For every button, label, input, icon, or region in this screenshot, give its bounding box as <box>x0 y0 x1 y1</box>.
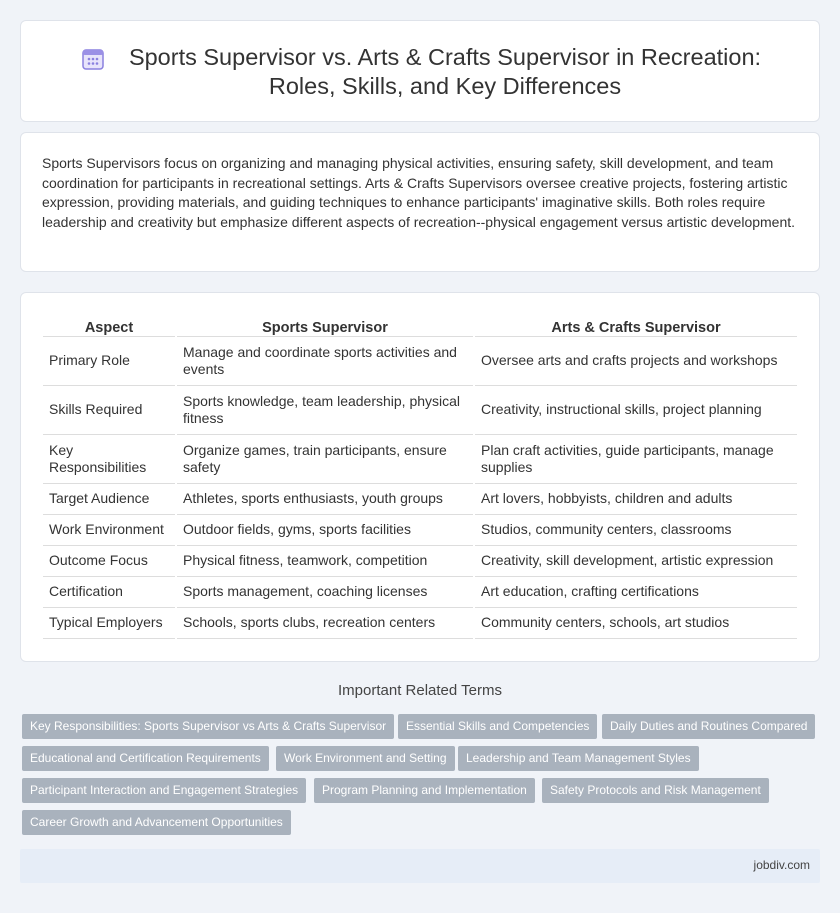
table-row <box>43 515 797 546</box>
table-cell: Key Responsibilities <box>43 435 175 484</box>
related-term-tag[interactable]: Educational and Certification Requirements <box>22 746 269 771</box>
related-term-tag[interactable]: Daily Duties and Routines Compared <box>602 714 815 739</box>
table-cell: Athletes, sports enthusiasts, youth groups <box>177 484 473 515</box>
table-cell: Certification <box>43 577 175 608</box>
table-cell: Plan craft activities, guide participants, manage supplies <box>475 435 797 484</box>
table-cell: Manage and coordinate sports activities and events <box>177 337 473 386</box>
table-cell: Art education, crafting certifications <box>475 577 797 608</box>
table-cell: Outdoor fields, gyms, sports facilities <box>177 515 473 546</box>
related-term-tag[interactable]: Essential Skills and Competencies <box>398 714 597 739</box>
table-cell: Community centers, schools, art studios <box>475 608 797 639</box>
related-term-tag[interactable]: Safety Protocols and Risk Management <box>542 778 769 803</box>
table-row <box>43 386 797 435</box>
comparison-table <box>41 315 799 639</box>
table-cell: Typical Employers <box>43 608 175 639</box>
table-row <box>43 484 797 515</box>
table-cell: Primary Role <box>43 337 175 386</box>
related-term-tag[interactable]: Work Environment and Setting <box>276 746 455 771</box>
related-term-tag[interactable]: Leadership and Team Management Styles <box>458 746 699 771</box>
table-cell: Schools, sports clubs, recreation centers <box>177 608 473 639</box>
table-cell: Organize games, train participants, ensure safety <box>177 435 473 484</box>
footer-site-link[interactable]: jobdiv.com <box>753 858 810 872</box>
related-term-tag[interactable]: Career Growth and Advancement Opportunities <box>22 810 291 835</box>
table-cell: Work Environment <box>43 515 175 546</box>
table-row <box>43 608 797 639</box>
comparison-card <box>20 292 820 662</box>
table-row <box>43 435 797 484</box>
related-term-tag[interactable]: Participant Interaction and Engagement Strategies <box>22 778 306 803</box>
title-card <box>20 20 820 122</box>
related-term-tag[interactable]: Program Planning and Implementation <box>314 778 535 803</box>
table-header-arts: Arts & Crafts Supervisor <box>475 315 797 337</box>
table-cell: Creativity, instructional skills, project planning <box>475 386 797 435</box>
table-cell: Sports management, coaching licenses <box>177 577 473 608</box>
table-cell: Creativity, skill development, artistic expression <box>475 546 797 577</box>
table-cell: Sports knowledge, team leadership, physical fitness <box>177 386 473 435</box>
table-header-sports: Sports Supervisor <box>177 315 473 337</box>
intro-paragraph: Sports Supervisors focus on organizing and managing physical activities, ensuring safety, skill development, and team coordination for participants in recreational settings. Arts & Crafts Supervisors oversee creative projects, fostering artistic expression, providing materials, and guiding techniques to enhance participants' imaginative skills. Both roles require leadership and creativity but emphasize different aspects of recreation--physical engagement versus artistic development. <box>42 155 796 230</box>
table-header-aspect: Aspect <box>43 315 175 337</box>
table-cell: Oversee arts and crafts projects and workshops <box>475 337 797 386</box>
table-cell: Art lovers, hobbyists, children and adults <box>475 484 797 515</box>
related-term-tag[interactable]: Key Responsibilities: Sports Supervisor vs Arts & Crafts Supervisor <box>22 714 394 739</box>
table-cell: Skills Required <box>43 386 175 435</box>
table-row <box>43 337 797 386</box>
related-terms-heading: Important Related Terms <box>338 682 502 699</box>
intro-card <box>20 132 820 272</box>
page-title: Sports Supervisor vs. Arts & Crafts Supervisor in Recreation: Roles, Skills, and Key Differences <box>128 44 762 99</box>
table-cell: Target Audience <box>43 484 175 515</box>
table-cell: Outcome Focus <box>43 546 175 577</box>
table-cell: Studios, community centers, classrooms <box>475 515 797 546</box>
table-row <box>43 546 797 577</box>
footer <box>20 849 820 883</box>
table-row <box>43 577 797 608</box>
table-cell: Physical fitness, teamwork, competition <box>177 546 473 577</box>
